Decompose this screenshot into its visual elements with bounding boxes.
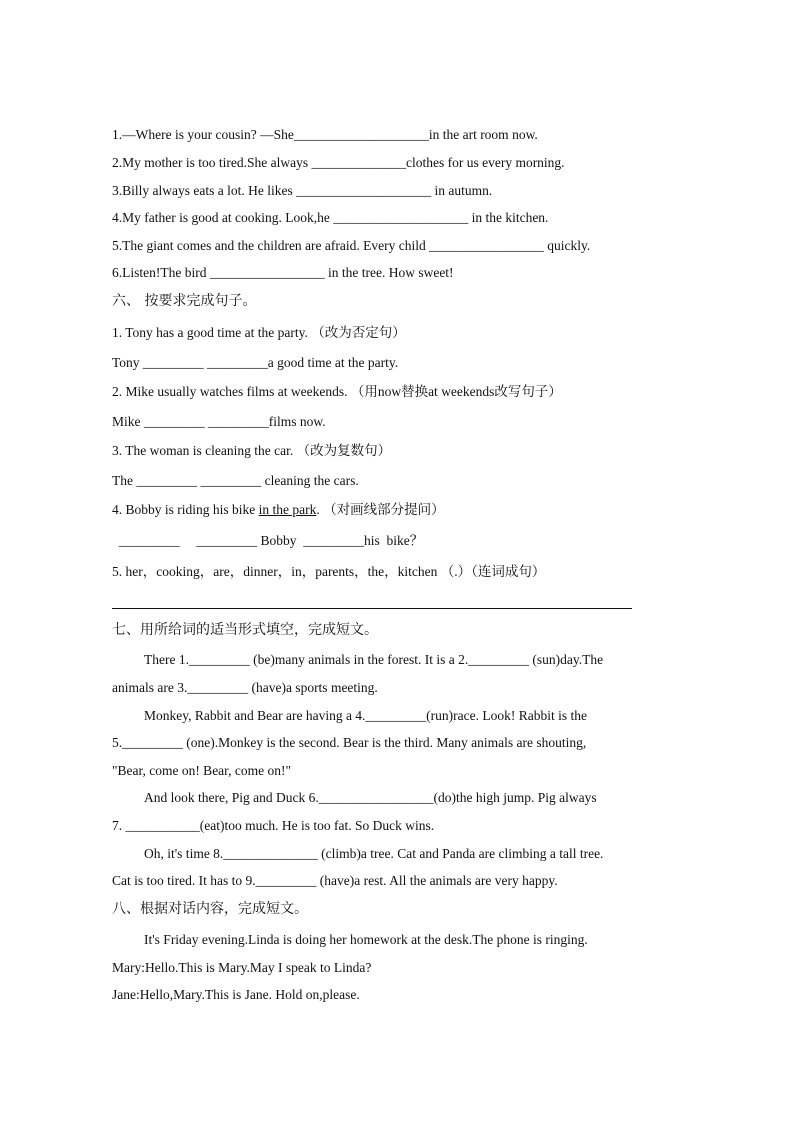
passage7-line-4: 5._________ (one).Monkey is the second. Bear is the third. Many animals are shouting, bbox=[112, 735, 587, 750]
dialogue-line-2: Jane:Hello,Mary.This is Jane. Hold on,please. bbox=[112, 987, 360, 1002]
passage7-line-2: animals are 3._________ (have)a sports meeting. bbox=[112, 680, 378, 695]
section6-answer-3: The _________ _________ cleaning the cars. bbox=[112, 473, 359, 488]
section7-heading: 七、用所给词的适当形式填空，完成短文。 bbox=[112, 622, 378, 638]
passage7-line-8: Oh, it's time 8.______________ (climb)a tree. Cat and Panda are climbing a tall tree. bbox=[144, 846, 604, 861]
dialogue-line-1: Mary:Hello.This is Mary.May I speak to Linda? bbox=[112, 960, 372, 975]
section5-item-2: 2.My mother is too tired.She always ______________clothes for us every morning. bbox=[112, 155, 565, 170]
passage7-line-7: 7. ___________(eat)too much. He is too fat. So Duck wins. bbox=[112, 818, 435, 833]
section6-answer-4: _________ _________ Bobby _________his bike？ bbox=[112, 533, 424, 548]
section6-heading: 六、 按要求完成句子。 bbox=[112, 293, 257, 309]
q4-text-start: 4. Bobby is riding his bike bbox=[112, 502, 259, 517]
section5-item-5: 5.The giant comes and the children are afraid. Every child _________________ quickly. bbox=[112, 238, 591, 253]
passage7-line-3: Monkey, Rabbit and Bear are having a 4._________(run)race. Look! Rabbit is the bbox=[144, 708, 588, 723]
answer-line bbox=[112, 608, 632, 609]
passage7-line-1: There 1._________ (be)many animals in the forest. It is a 2._________ (sun)day.The bbox=[144, 652, 604, 667]
section8-heading: 八、根据对话内容，完成短文。 bbox=[112, 901, 308, 917]
section6-answer-2: Mike _________ _________films now. bbox=[112, 414, 326, 429]
section5-item-6: 6.Listen!The bird _________________ in the tree. How sweet! bbox=[112, 265, 454, 280]
passage7-line-9: Cat is too tired. It has to 9._________ (have)a rest. All the animals are very happy. bbox=[112, 873, 558, 888]
passage7-line-6: And look there, Pig and Duck 6._________________(do)the high jump. Pig always bbox=[144, 790, 597, 805]
q4-underlined-phrase: in the park bbox=[258, 502, 317, 517]
q4-text-end: . （对画线部分提问） bbox=[316, 502, 445, 517]
section6-question-4 bbox=[112, 501, 445, 519]
section5-item-3: 3.Billy always eats a lot. He likes ____________________ in autumn. bbox=[112, 183, 493, 198]
passage8-line-1: It's Friday evening.Linda is doing her homework at the desk.The phone is ringing. bbox=[144, 932, 588, 947]
section6-question-5: 5. her，cooking，are，dinner，in，parents，the，kitchen （.）（连词成句） bbox=[112, 564, 546, 579]
passage7-line-5: "Bear, come on! Bear, come on!" bbox=[112, 763, 291, 778]
section6-answer-1: Tony _________ _________a good time at the party. bbox=[112, 355, 399, 370]
section5-item-1: 1.—Where is your cousin? —She____________________in the art room now. bbox=[112, 127, 538, 142]
section6-question-3: 3. The woman is cleaning the car. （改为复数句） bbox=[112, 443, 392, 458]
section6-question-2: 2. Mike usually watches films at weekends. （用now替换at weekends改写句子） bbox=[112, 384, 562, 399]
section6-question-1: 1. Tony has a good time at the party. （改为否定句） bbox=[112, 325, 406, 340]
section5-item-4: 4.My father is good at cooking. Look,he ____________________ in the kitchen. bbox=[112, 210, 549, 225]
